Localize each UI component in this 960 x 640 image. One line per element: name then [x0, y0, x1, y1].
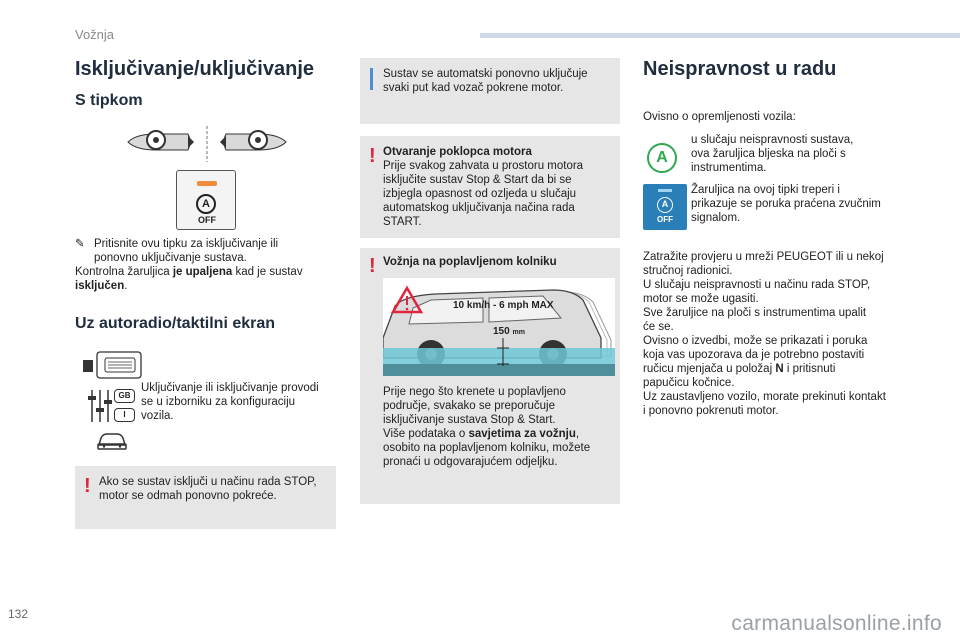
stop-start-button-flashing: [643, 184, 687, 230]
auto-a-icon: A: [196, 194, 216, 214]
warning-restart-line-1: Ako se sustav isključi u načinu rada STOP,: [99, 476, 317, 488]
warning-icon: !: [369, 255, 376, 277]
auto-a-icon: A: [657, 197, 673, 213]
para-line: Zatražite provjeru u mreži PEUGEOT ili u nekoj: [643, 251, 884, 263]
off-label: OFF: [198, 215, 216, 225]
info-line-1: Sustav se automatski ponovno uključuje: [383, 68, 588, 80]
off-label: OFF: [657, 215, 673, 224]
flood-line: isključivanje sustava Stop & Start.: [383, 414, 556, 426]
lamp-text: instrumentima.: [691, 162, 767, 174]
malfunction-title: Neispravnost u radu: [643, 58, 837, 80]
flood-line: osobito na poplavljenom kolniku, možete: [383, 442, 591, 454]
vehicle-icon: [96, 430, 128, 452]
button-text: prikazuje se poruka praćena zvučnim: [691, 198, 881, 210]
page-number: 132: [8, 607, 29, 621]
flood-speed-label: 10 km/h - 6 mph MAX: [453, 300, 554, 311]
flood-illustration: [383, 278, 615, 376]
para-line: Uz zaustavljeno vozilo, morate prekinuti kontakt: [643, 391, 886, 403]
section-title: Isključivanje/uključivanje: [75, 58, 315, 80]
subtitle-touchscreen: Uz autoradio/taktilni ekran: [75, 315, 276, 332]
warning-icon: !: [369, 145, 376, 167]
radio-text-3: vozila.: [141, 410, 174, 422]
watermark: carmanualsonline.info: [731, 612, 942, 635]
button-text: Žaruljica na ovoj tipki treperi i: [691, 184, 840, 196]
lamp-text: u slučaju neispravnosti sustava,: [691, 134, 854, 146]
bullet-icon: ✎: [75, 238, 85, 250]
para-line: koja vas upozorava da je potrebno postaviti: [643, 349, 865, 361]
malfunction-intro: Ovisno o opremljenosti vozila:: [643, 111, 796, 123]
button-text: signalom.: [691, 212, 741, 224]
para-line: stručnoj radionici.: [643, 265, 733, 277]
info-icon: [370, 68, 373, 90]
flood-depth-label: 150 mm: [493, 326, 525, 337]
stop-start-lamp-icon: A: [647, 143, 677, 173]
para-line-gear: ručicu mjenjača u položaj N i pritisnuti: [643, 363, 836, 375]
settings-sliders-icon: [88, 388, 112, 424]
bonnet-warning-title: Otvaranje poklopca motora: [383, 146, 532, 158]
bonnet-line: automatskog uključivanja načina rada: [383, 202, 575, 214]
subtitle-button: S tipkom: [75, 92, 143, 109]
flood-line: područje, svakako se preporučuje: [383, 400, 555, 412]
flood-warning-title: Vožnja na poplavljenom kolniku: [383, 256, 557, 268]
control-lamp-text-2: isključen.: [75, 280, 128, 292]
bonnet-line: isključite sustav Stop & Start da bi se: [383, 174, 572, 186]
lamp-text: ova žaruljica bljeska na ploči s: [691, 148, 846, 160]
info-i-icon: I: [114, 408, 135, 422]
warning-restart-line-2: motor se odmah ponovno pokreće.: [99, 490, 277, 502]
para-line: motor se može ugasiti.: [643, 293, 759, 305]
flood-more-text: Više podataka o savjetima za vožnju,: [383, 428, 580, 440]
radio-text-2: se u izborniku za konfiguraciju: [141, 396, 296, 408]
stop-start-off-button[interactable]: [176, 170, 236, 230]
instruction-line-2: ponovno uključivanje sustava.: [94, 252, 247, 264]
button-lamp: [658, 189, 672, 192]
info-line-2: svaki put kad vozač pokrene motor.: [383, 82, 564, 94]
section-header: Vožnja: [75, 27, 115, 42]
para-line: papučicu kočnice.: [643, 377, 735, 389]
para-line: Ovisno o izvedbi, može se prikazati i poruka: [643, 335, 868, 347]
para-line: U slučaju neispravnosti u načinu rada STOP,: [643, 279, 871, 291]
indicator-lamp: [197, 181, 217, 186]
touchscreen-icon: [83, 350, 143, 380]
steering-wheel-illustration: [126, 124, 288, 164]
bonnet-line: START.: [383, 216, 422, 228]
warning-icon: !: [84, 475, 91, 497]
flood-line: Prije nego što krenete u poplavljeno: [383, 386, 566, 398]
bonnet-line: izbjegla opasnost od ozljeda u slučaju: [383, 188, 577, 200]
para-line: Sve žaruljice na ploči s instrumentima upalit: [643, 307, 867, 319]
para-line: će se.: [643, 321, 674, 333]
instruction-line-1: Pritisnite ovu tipku za isključivanje ili: [94, 238, 279, 250]
radio-text-1: Uključivanje ili isključivanje provodi: [141, 382, 319, 394]
flood-line: pronaći u odgovarajućem odjeljku.: [383, 456, 558, 468]
language-gb-icon: GB: [114, 389, 135, 403]
para-line: i ponovno pokrenuti motor.: [643, 405, 779, 417]
bonnet-line: Prije svakog zahvata u prostoru motora: [383, 160, 584, 172]
header-bar: [480, 33, 960, 38]
control-lamp-text: Kontrolna žaruljica je upaljena kad je sustav: [75, 266, 303, 278]
